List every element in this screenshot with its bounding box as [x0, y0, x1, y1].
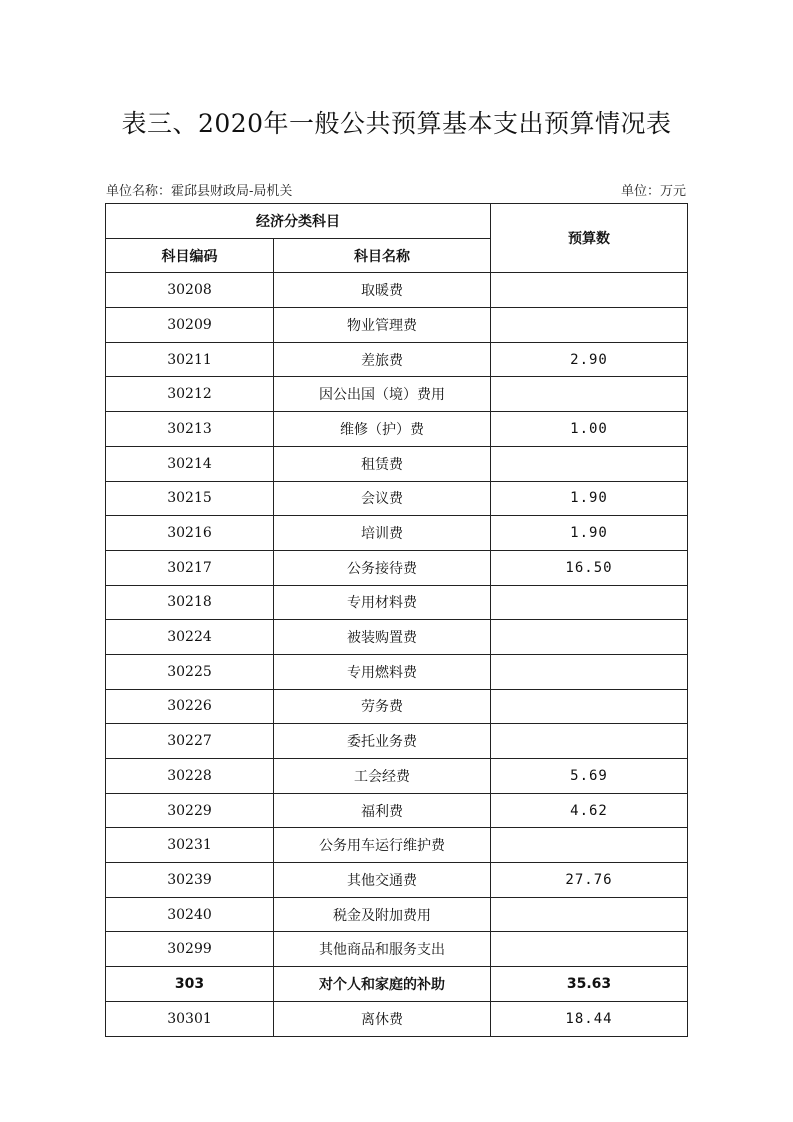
budget-amount-cell [491, 446, 688, 481]
subject-name-cell: 委托业务费 [274, 724, 491, 759]
subject-code-cell: 30218 [106, 585, 274, 620]
subject-name-cell: 公务用车运行维护费 [274, 828, 491, 863]
budget-amount-cell: 35.63 [491, 967, 688, 1002]
table-row [106, 863, 688, 898]
table-row [106, 377, 688, 412]
table-row [106, 724, 688, 759]
subject-code-cell: 303 [106, 967, 274, 1002]
subject-name-cell: 离休费 [274, 1001, 491, 1036]
subject-code-cell: 30216 [106, 516, 274, 551]
budget-amount-cell: 27.76 [491, 863, 688, 898]
budget-amount-cell: 5.69 [491, 759, 688, 794]
table-row [106, 273, 688, 308]
header-subject-name: 科目名称 [274, 238, 491, 273]
table-row [106, 759, 688, 794]
subject-name-cell: 专用燃料费 [274, 654, 491, 689]
subject-name-cell: 公务接待费 [274, 550, 491, 585]
subject-code-cell: 30213 [106, 412, 274, 447]
subject-code-cell: 30214 [106, 446, 274, 481]
subject-code-cell: 30301 [106, 1001, 274, 1036]
subject-code-cell: 30212 [106, 377, 274, 412]
budget-amount-cell [491, 932, 688, 967]
subject-name-cell: 会议费 [274, 481, 491, 516]
table-row [106, 897, 688, 932]
budget-amount-cell [491, 897, 688, 932]
subject-code-cell: 30239 [106, 863, 274, 898]
subject-code-cell: 30231 [106, 828, 274, 863]
subject-code-cell: 30229 [106, 793, 274, 828]
subject-name-cell: 其他交通费 [274, 863, 491, 898]
subject-name-cell: 维修（护）费 [274, 412, 491, 447]
subject-name-cell: 取暖费 [274, 273, 491, 308]
subject-name-cell: 租赁费 [274, 446, 491, 481]
subject-name-cell: 劳务费 [274, 689, 491, 724]
budget-amount-cell [491, 828, 688, 863]
table-row [106, 620, 688, 655]
subject-name-cell: 被装购置费 [274, 620, 491, 655]
subject-code-cell: 30208 [106, 273, 274, 308]
subject-name-cell: 差旅费 [274, 342, 491, 377]
table-row [106, 412, 688, 447]
subject-name-cell: 专用材料费 [274, 585, 491, 620]
subject-code-cell: 30240 [106, 897, 274, 932]
unit-label: 单位：万元 [620, 184, 686, 199]
table-row [106, 550, 688, 585]
subject-name-cell: 税金及附加费用 [274, 897, 491, 932]
budget-amount-cell [491, 724, 688, 759]
subject-code-cell: 30209 [106, 308, 274, 343]
budget-amount-cell: 18.44 [491, 1001, 688, 1036]
subject-name-cell: 对个人和家庭的补助 [274, 967, 491, 1002]
table-row [106, 516, 688, 551]
table-row [106, 446, 688, 481]
budget-amount-cell: 1.90 [491, 481, 688, 516]
budget-amount-cell: 4.62 [491, 793, 688, 828]
budget-amount-cell: 2.90 [491, 342, 688, 377]
header-budget-amount: 预算数 [491, 204, 688, 273]
table-row [106, 932, 688, 967]
subject-name-cell: 因公出国（境）费用 [274, 377, 491, 412]
unit-name-label: 单位名称：霍邱县财政局-局机关 [106, 184, 293, 199]
subject-code-cell: 30227 [106, 724, 274, 759]
page-title: 表三、2020年一般公共预算基本支出预算情况表 [121, 109, 672, 138]
subject-code-cell: 30211 [106, 342, 274, 377]
subject-code-cell: 30224 [106, 620, 274, 655]
budget-amount-cell [491, 273, 688, 308]
subject-name-cell: 培训费 [274, 516, 491, 551]
table-row [106, 793, 688, 828]
budget-amount-cell: 1.90 [491, 516, 688, 551]
budget-amount-cell [491, 620, 688, 655]
subject-code-cell: 30299 [106, 932, 274, 967]
subject-code-cell: 30225 [106, 654, 274, 689]
table-row [106, 585, 688, 620]
header-economic-category: 经济分类科目 [106, 204, 491, 239]
subject-name-cell: 福利费 [274, 793, 491, 828]
subject-code-cell: 30217 [106, 550, 274, 585]
table-row [106, 967, 688, 1002]
budget-amount-cell: 1.00 [491, 412, 688, 447]
subject-name-cell: 工会经费 [274, 759, 491, 794]
budget-amount-cell [491, 308, 688, 343]
budget-amount-cell [491, 585, 688, 620]
header-subject-code: 科目编码 [106, 238, 274, 273]
budget-amount-cell [491, 689, 688, 724]
header-row-group [106, 204, 688, 239]
table-row [106, 654, 688, 689]
table-row [106, 308, 688, 343]
table-body [106, 273, 688, 1036]
table-row [106, 828, 688, 863]
table-row [106, 689, 688, 724]
table-row [106, 481, 688, 516]
budget-table [105, 203, 688, 1037]
subject-code-cell: 30228 [106, 759, 274, 794]
subject-name-cell: 其他商品和服务支出 [274, 932, 491, 967]
budget-amount-cell: 16.50 [491, 550, 688, 585]
subject-name-cell: 物业管理费 [274, 308, 491, 343]
table-row [106, 342, 688, 377]
table-row [106, 1001, 688, 1036]
subject-code-cell: 30215 [106, 481, 274, 516]
subject-code-cell: 30226 [106, 689, 274, 724]
budget-amount-cell [491, 377, 688, 412]
budget-amount-cell [491, 654, 688, 689]
